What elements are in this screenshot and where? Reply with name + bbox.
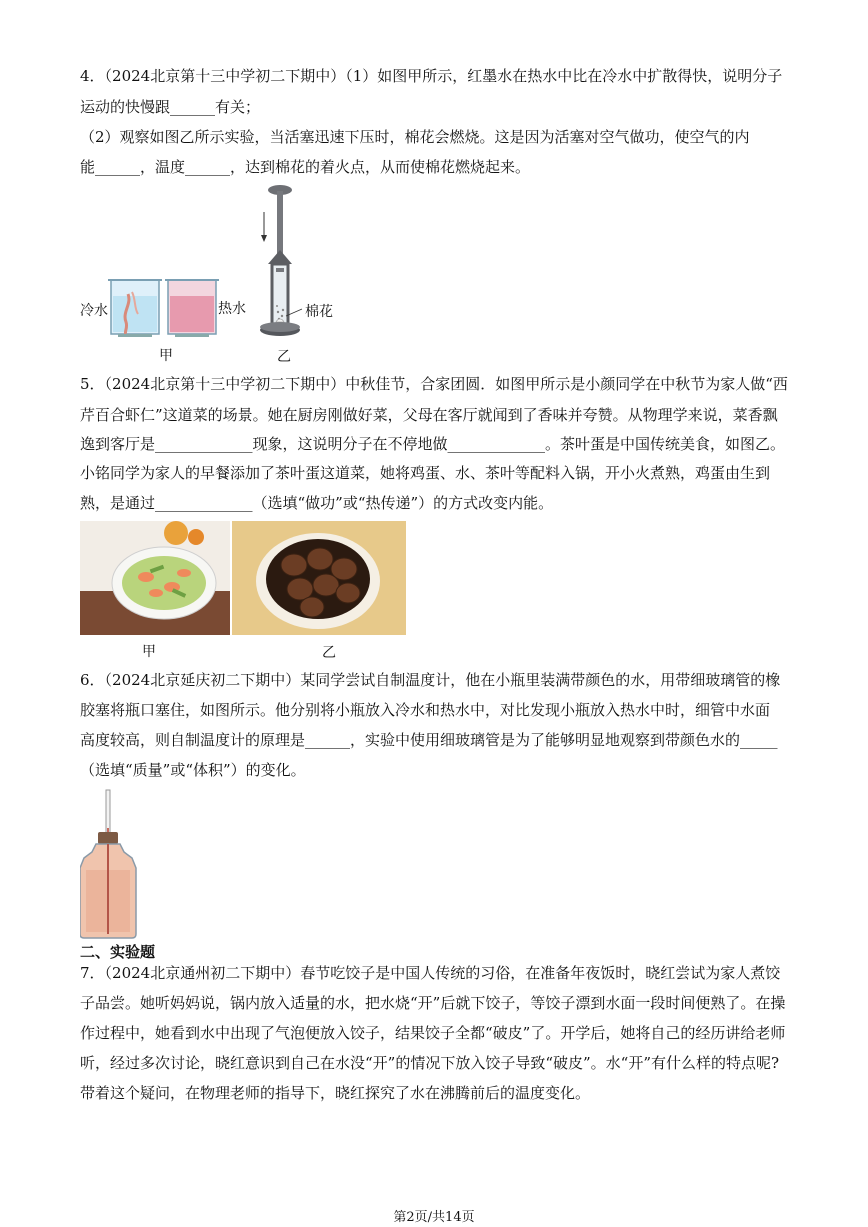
q5-line-5: 熟，是通过_____________（选填“做功”或“热传递”）的方式改变内能。 <box>80 494 554 512</box>
cotton-label: 棉花 <box>305 304 333 320</box>
homemade-thermometer-figure <box>80 788 140 940</box>
q5-line-4: 小铭同学为家人的早餐添加了茶叶蛋这道菜，她将鸡蛋、水、茶叶等配料入锅，开小火煮熟，鸡蛋由生到 <box>80 464 771 482</box>
tea-eggs-photo <box>232 521 406 635</box>
q6-line-3: 高度较高，则自制温度计的原理是______，实验中使用细玻璃管是为了能够明显地观察到带颜色水的_____ <box>80 731 778 749</box>
page-number-footer: 第2页/共14页 <box>393 1210 475 1225</box>
q5-figure-label-a: 甲 <box>142 644 156 660</box>
q4-line-4: 能______，温度______，达到棉花的着火点，从而使棉花燃烧起来。 <box>80 158 531 176</box>
q5-line-1: 5．（2024北京第十三中学初二下期中）中秋佳节，合家团圆．如图甲所示是小颜同学在中秋节为家人做“西 <box>80 375 788 393</box>
q4-figure-label-b: 乙 <box>277 349 291 365</box>
q4-line-3: （2）观察如图乙所示实验，当活塞迅速下压时，棉花会燃烧。这是因为活塞对空气做功，使空气的内 <box>80 128 750 146</box>
section-title: 二、实验题 <box>80 943 156 961</box>
cold-water-beaker <box>108 280 162 337</box>
hot-water-beaker <box>165 280 219 337</box>
shrimp-celery-dish-photo <box>80 521 230 635</box>
q4-figure <box>80 182 350 364</box>
q7-line-1: 7．（2024北京通州初二下期中）春节吃饺子是中国人传统的习俗，在准备年夜饭时，晓红尝试为家人煮饺 <box>80 964 781 982</box>
q6-line-2: 胶塞将瓶口塞住，如图所示。他分别将小瓶放入冷水和热水中，对比发现小瓶放入热水中时，细管中水面 <box>80 701 771 719</box>
fire-piston-apparatus <box>260 185 302 336</box>
q7-line-3: 作过程中，她看到水中出现了气泡便放入饺子，结果饺子全都“破皮”了。开学后，她将自己的经历讲给老师 <box>80 1024 786 1042</box>
q4-figure-label-a: 甲 <box>159 348 173 364</box>
q5-line-2: 芹百合虾仁”这道菜的场景。她在厨房刚做好菜，父母在客厅就闻到了香味并夸赞。从物理学来说，菜香飘 <box>80 406 778 424</box>
q4-line-2: 运动的快慢跟______有关； <box>80 98 261 116</box>
q5-photos <box>80 521 406 637</box>
hot-water-label: 热水 <box>218 301 246 317</box>
q5-line-3: 逸到客厅是_____________现象，这说明分子在不停地做_____________。茶叶蛋是中国传统美食，如图乙。 <box>80 435 786 453</box>
q7-line-4: 听，经过多次讨论，晓红意识到自己在水没“开”的情况下放入饺子导致“破皮”。水“开”有什么样的特点呢? <box>80 1054 780 1072</box>
cold-water-label: 冷水 <box>80 303 108 319</box>
q5-figure-label-b: 乙 <box>322 645 336 661</box>
q6-line-4: （选填“质量”或“体积”）的变化。 <box>80 761 306 779</box>
q6-line-1: 6．（2024北京延庆初二下期中）某同学尝试自制温度计，他在小瓶里装满带颜色的水，用带细玻璃管的橡 <box>80 671 781 689</box>
q7-line-2: 子品尝。她听妈妈说，锅内放入适量的水，把水烧“开”后就下饺子，等饺子漂到水面一段时间便熟了。在操 <box>80 994 786 1012</box>
q4-line-1: 4．（2024北京第十三中学初二下期中）（1）如图甲所示，红墨水在热水中比在冷水中扩散得快，说明分子 <box>80 67 783 85</box>
q7-line-5: 带着这个疑问，在物理老师的指导下，晓红探究了水在沸腾前后的温度变化。 <box>80 1084 591 1102</box>
